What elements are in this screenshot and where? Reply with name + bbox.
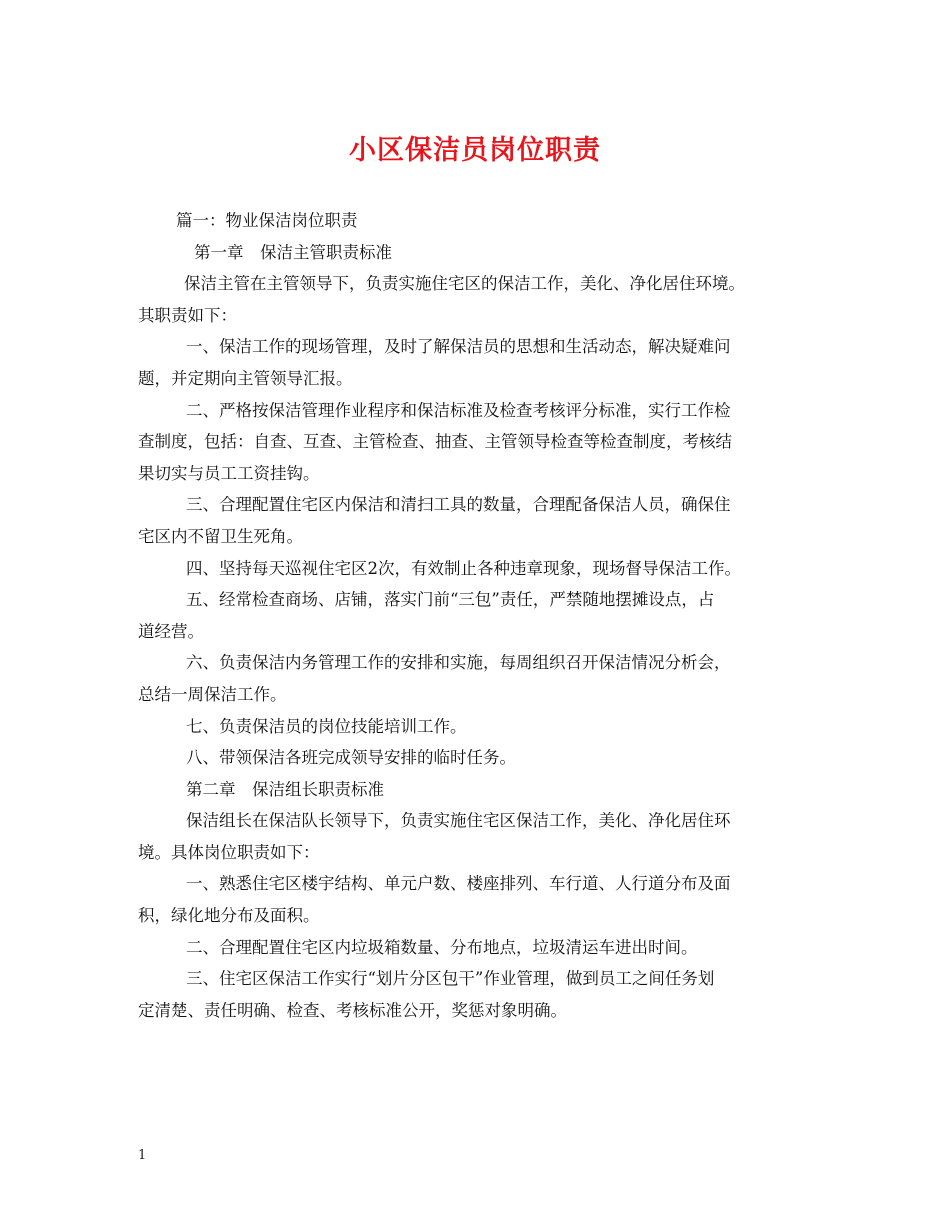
document-line: 其职责如下：: [138, 305, 237, 325]
document-line: 七、负责保洁员的岗位技能培训工作。: [186, 716, 467, 736]
document-line: 保洁主管在主管领导下，负责实施住宅区的保洁工作，美化、净化居住环境。: [184, 274, 745, 294]
document-line: 定清楚、责任明确、检查、考核标准公开，奖惩对象明确。: [138, 1000, 567, 1020]
document-line: 查制度，包括：自查、互查、主管检查、抽查、主管领导检查等检查制度，考核结: [138, 432, 732, 452]
document-line: 八、带领保洁各班完成领导安排的临时任务。: [186, 748, 516, 768]
document-title: 小区保洁员岗位职责: [349, 135, 601, 166]
document-line: 积，绿化地分布及面积。: [138, 906, 320, 926]
document-body: [138, 205, 812, 1026]
document-line: 道经营。: [138, 621, 204, 641]
document-line: 第一章 保洁主管职责标准: [194, 242, 392, 262]
document-line: 篇一：物业保洁岗位职责: [176, 211, 358, 230]
document-line: 总结一周保洁工作。: [138, 684, 287, 704]
document-line: 一、保洁工作的现场管理，及时了解保洁员的思想和生活动态，解决疑难问: [186, 337, 731, 357]
document-line: 宅区内不留卫生死角。: [138, 526, 303, 546]
document-line: 二、合理配置住宅区内垃圾箱数量、分布地点，垃圾清运车进出时间。: [186, 937, 698, 957]
document-line: 境。具体岗位职责如下：: [138, 842, 320, 862]
document-line: 四、坚持每天巡视住宅区2次，有效制止各种违章现象，现场督导保洁工作。: [186, 558, 741, 578]
document-line: 题，并定期向主管领导汇报。: [138, 368, 353, 388]
document-line: 三、合理配置住宅区内保洁和清扫工具的数量，合理配备保洁人员，确保住: [186, 495, 731, 515]
page-number: 1: [138, 1148, 147, 1163]
document-line: 第二章 保洁组长职责标准: [186, 779, 384, 799]
document-line: 保洁组长在保洁队长领导下，负责实施住宅区保洁工作，美化、净化居住环: [186, 811, 731, 831]
document-line: 一、熟悉住宅区楼宇结构、单元户数、楼座排列、车行道、人行道分布及面: [186, 874, 731, 894]
document-line: 六、负责保洁内务管理工作的安排和实施，每周组织召开保洁情况分析会，: [186, 653, 731, 673]
document-line: 果切实与员工工资挂钩。: [138, 463, 320, 483]
document-line: 五、经常检查商场、店铺，落实门前“三包”责任，严禁随地摆摊设点，占: [186, 590, 715, 610]
document-line: 三、住宅区保洁工作实行“划片分区包干”作业管理，做到员工之间任务划: [186, 969, 715, 989]
document-line: 二、严格按保洁管理作业程序和保洁标准及检查考核评分标准，实行工作检: [186, 400, 731, 420]
